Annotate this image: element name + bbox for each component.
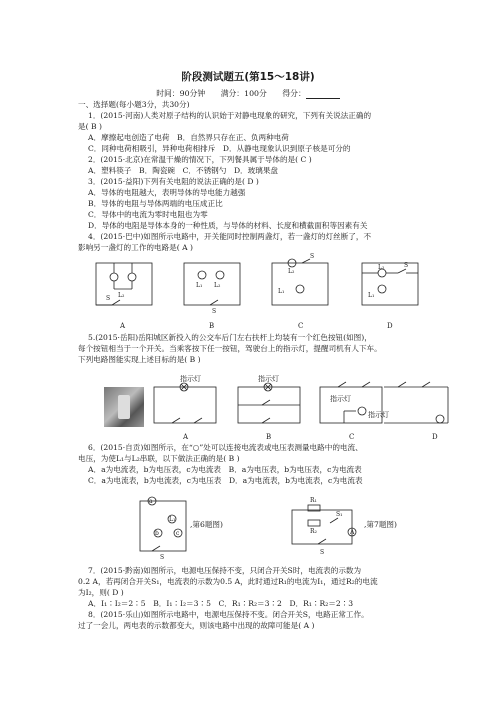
indicator-label: 指示灯 (330, 395, 351, 403)
svg-text:a: a (149, 498, 153, 505)
page-title: 阶段测试题五(第15～18讲) (181, 71, 315, 83)
indicator-label: 指示灯 (258, 375, 279, 383)
q4-circuit-c (268, 253, 332, 315)
question-line: 过了一会儿，两电表的示数都变大，则该电路中出现的故障可能是( A ) (78, 621, 315, 630)
time-text: 时间：90分钟 (156, 89, 206, 98)
option-line: D．导体的电阻是导体本身的一种性质，与导体的材料、长度和横截面积等因素有关 (88, 221, 368, 230)
question-line: 0.2 A，若再闭合开关S₁，电流表的示数为0.5 A，此时通过R₁的电流为I₁，通过R₂的电流 (78, 577, 378, 586)
option-line: C．同种电荷相吸引，异种电荷相排斥 D．从静电现象认识到原子核是可分的 (88, 144, 351, 153)
svg-text:L₁: L₁ (368, 292, 375, 299)
q4-label: B (209, 322, 215, 330)
q4-label: A (120, 322, 126, 330)
q4-label: C (298, 322, 304, 330)
svg-text:b: b (155, 530, 159, 537)
indicator-label: 指示灯 (180, 375, 201, 383)
svg-text:S: S (212, 308, 217, 315)
question-line: 4．(2015·巴中)如图所示电路中，开关能同时控制两盏灯，若一盏灯的灯丝断了，不 (88, 232, 372, 241)
option-line: A．a为电流表，b为电压表，c为电流表 B．a为电压表，b为电压表，c为电流表 (88, 465, 362, 474)
svg-text:S: S (160, 554, 165, 561)
q4-circuit-d (358, 259, 422, 315)
option-line: B．导体的电阻与导体两端的电压成正比 (88, 199, 223, 208)
option-line: A．塑料筷子 B．陶瓷碗 C．不锈钢勺 D．玻璃果盘 (88, 166, 279, 175)
svg-text:A: A (350, 529, 355, 536)
svg-text:R₁: R₁ (310, 497, 317, 504)
figure-caption: ,第6题图) (190, 520, 223, 529)
q5-circuit-a (152, 385, 218, 429)
score-blank (306, 90, 340, 99)
option-line: A．I₁∶I₂＝2∶5 B．I₁∶I₂＝3∶5 C．R₁∶R₂＝3∶2 D．R₁∶R₂＝2∶3 (88, 599, 354, 608)
q5-label: C (349, 433, 355, 441)
question-line: 3．(2015·益阳)下列有关电阻的说法正确的是( D ) (88, 177, 259, 186)
q4-circuit-a (92, 259, 156, 315)
got-text: 得分： (282, 89, 306, 98)
question-line: 每个按钮相当于一个开关。当乘客按下任一按钮，驾驶台上的指示灯，提醒司机有人下车。 (78, 344, 382, 353)
svg-text:S₁: S₁ (336, 511, 343, 518)
q5-label: B (266, 433, 272, 441)
svg-text:L₂: L₂ (118, 292, 125, 299)
svg-text:S: S (106, 295, 111, 302)
score-text: 满分：100分 (220, 89, 267, 98)
question-line: 为I₂，则( D ) (78, 588, 124, 597)
q5-circuit-d (340, 385, 406, 429)
question-line: 6．(2015·自贡)如图所示，在“○”处可以连接电流表或电压表测量电路中的电流、 (88, 443, 363, 452)
q5-label: A (183, 433, 189, 441)
svg-text:L₂: L₂ (214, 282, 221, 289)
fig6-circuit (138, 497, 194, 559)
svg-text:R₂: R₂ (310, 528, 317, 535)
option-line: A．摩擦起电创造了电荷 B．自然界只存在正、负两种电荷 (88, 133, 289, 142)
svg-text:c: c (176, 530, 180, 537)
question-line: 影响另一盏灯的工作的电路是( A ) (78, 243, 193, 252)
question-line: 8．(2015·乐山)如图所示电路中，电源电压保持不变。闭合开关S，电路正常工作。 (88, 610, 369, 619)
svg-text:S: S (310, 253, 315, 260)
question-line: 2．(2015·北京)在常温干燥的情况下，下列餐具属于导体的是( C ) (88, 155, 312, 164)
fig7-circuit (290, 496, 360, 558)
question-line: 是( B ) (78, 122, 102, 131)
svg-text:L₁: L₁ (196, 282, 203, 289)
question-line: 电压，为使L₁与L₂串联，以下做法正确的是( B ) (78, 454, 240, 463)
question-line: 5.(2015·岳阳)岳阳城区新投入的公交车后门左右扶杆上均装有一个红色按钮(如图)， (88, 333, 372, 342)
svg-text:L₂: L₂ (378, 264, 385, 271)
q5-circuit-b (236, 385, 302, 429)
q4-circuit-b (180, 259, 244, 315)
indicator-label: 指示灯 (368, 411, 389, 419)
option-line: A．导体的电阻越大，表明导体的导电能力越强 (88, 188, 246, 197)
svg-text:S: S (320, 549, 325, 556)
bus-button-photo (104, 387, 144, 427)
option-line: C．a为电流表，b为电流表，c为电压表 D．a为电流表，b为电流表，c为电流表 (88, 476, 363, 485)
svg-text:L₁: L₁ (169, 516, 176, 523)
q5-label: D (432, 433, 438, 441)
option-line: C．导体中的电流为零时电阻也为零 (88, 210, 208, 219)
figure-caption: ,第7题图) (364, 520, 397, 529)
svg-text:S: S (404, 262, 409, 269)
exam-meta (0, 88, 496, 99)
section-heading: 一、选择题(每小题3分，共30分) (78, 100, 190, 109)
svg-text:L₁: L₁ (278, 288, 285, 295)
q4-label: D (387, 322, 393, 330)
svg-text:L₂: L₂ (288, 268, 295, 275)
question-line: 下列电路图能实现上述目标的是( B ) (78, 355, 201, 364)
question-line: 7．(2015·黔南)如图所示，电源电压保持不变，只闭合开关S时，电流表的示数为 (88, 566, 362, 575)
question-line: 1．(2015·河南)人类对原子结构的认识始于对静电现象的研究，下列有关说法正确的 (88, 111, 372, 120)
